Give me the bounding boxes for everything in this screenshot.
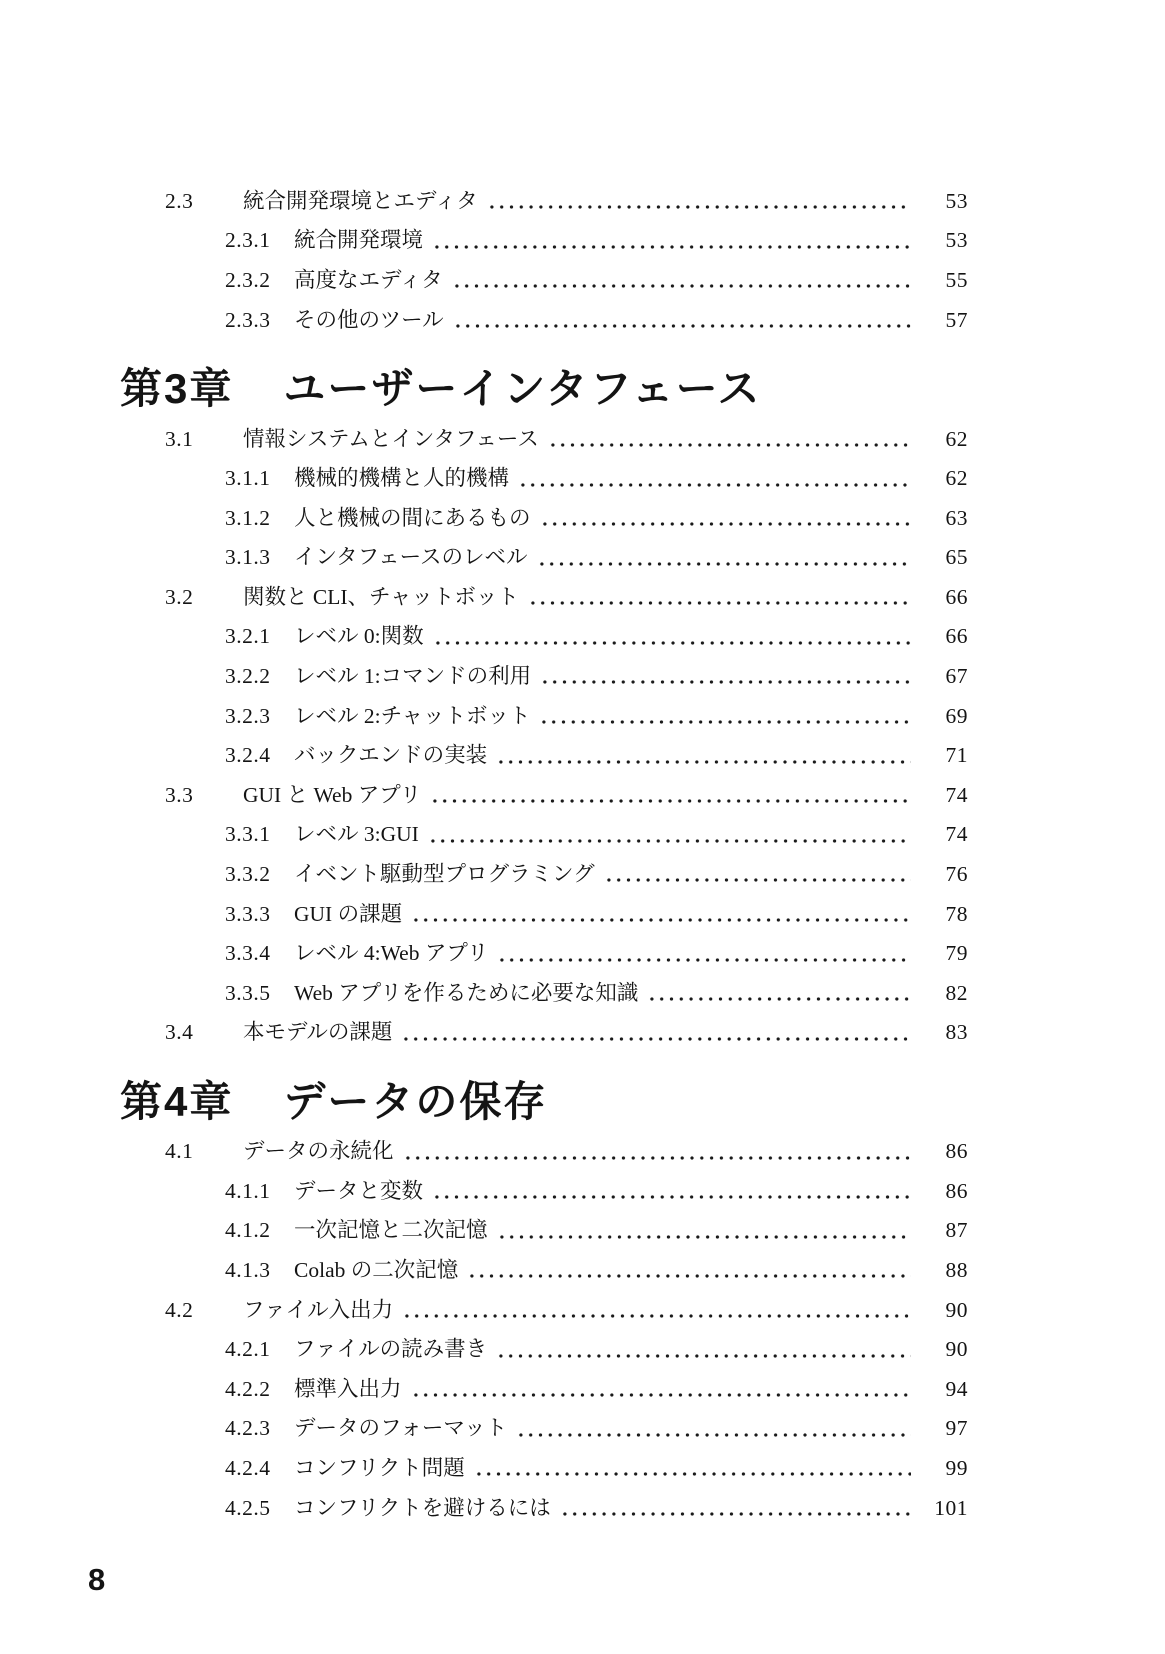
entry-number: 3.4 — [165, 1020, 194, 1045]
toc-entry — [0, 261, 968, 301]
entry-title: イベント駆動型プログラミング — [294, 862, 595, 887]
dot-leader — [421, 776, 918, 816]
entry-number: 3.2.1 — [225, 624, 271, 649]
entry-page-number: 88 — [945, 1258, 968, 1283]
toc-entry — [0, 1370, 968, 1410]
entry-title: レベル 3:GUI — [294, 822, 419, 847]
entry-page-number: 53 — [945, 188, 968, 213]
entry-number: 3.2.3 — [225, 703, 271, 728]
entry-page-number: 55 — [945, 268, 968, 293]
toc-entry — [0, 776, 968, 816]
entry-title: 統合開発環境 — [294, 228, 424, 253]
dot-leader — [402, 895, 918, 935]
entry-number: 4.1 — [165, 1139, 194, 1164]
entry-title: 高度なエディタ — [294, 268, 443, 293]
toc-entry — [0, 420, 968, 460]
dot-leader — [488, 1212, 918, 1252]
entry-page-number: 57 — [945, 307, 968, 332]
entry-title: 統合開発環境とエディタ — [243, 188, 478, 213]
entry-title: GUI の課題 — [294, 901, 403, 926]
chapter-number: 第4章 — [120, 1078, 234, 1126]
toc-entry — [0, 1449, 968, 1489]
dot-leader — [402, 1370, 918, 1410]
entry-page-number: 99 — [945, 1455, 968, 1480]
toc-entry — [0, 934, 968, 974]
dot-leader — [443, 261, 918, 301]
dot-leader — [487, 736, 918, 776]
toc-entry — [0, 1172, 968, 1212]
entry-page-number: 86 — [945, 1139, 968, 1164]
entry-number: 3.3.2 — [225, 862, 271, 887]
dot-leader — [394, 1132, 918, 1172]
entry-number: 3.3 — [165, 782, 194, 807]
chapter-title: データの保存 — [283, 1078, 548, 1126]
entry-number: 4.2.3 — [225, 1416, 271, 1441]
entry-title: データのフォーマット — [294, 1416, 508, 1441]
entry-title: ファイルの読み書き — [294, 1337, 488, 1362]
toc-entry — [0, 657, 968, 697]
entry-number: 3.3.4 — [225, 941, 271, 966]
entry-number: 4.2.4 — [225, 1455, 271, 1480]
dot-leader — [530, 697, 918, 737]
toc-entry — [0, 1291, 968, 1331]
entry-title: データと変数 — [294, 1178, 424, 1203]
entry-page-number: 62 — [945, 466, 968, 491]
toc-entry — [0, 1251, 968, 1291]
entry-page-number: 74 — [945, 782, 968, 807]
entry-page-number: 83 — [945, 1020, 968, 1045]
entry-page-number: 101 — [934, 1495, 968, 1520]
entry-page-number: 76 — [945, 862, 968, 887]
dot-leader — [392, 1014, 918, 1054]
entry-page-number: 69 — [945, 703, 968, 728]
entry-number: 2.3.1 — [225, 228, 271, 253]
entry-number: 4.2.1 — [225, 1337, 271, 1362]
entry-title: 機械的機構と人的機構 — [294, 466, 510, 491]
chapter-title: ユーザーインタフェース — [283, 365, 762, 413]
toc-entry — [0, 499, 968, 539]
entry-page-number: 79 — [945, 941, 968, 966]
toc-entry — [0, 736, 968, 776]
dot-leader — [551, 1489, 918, 1529]
entry-title: Web アプリを作るために必要な知識 — [294, 980, 639, 1005]
entry-number: 4.1.1 — [225, 1178, 271, 1203]
entry-number: 4.2.2 — [225, 1376, 271, 1401]
entry-title: インタフェースのレベル — [294, 545, 528, 570]
toc-entry — [0, 538, 968, 578]
entry-number: 3.3.3 — [225, 901, 271, 926]
entry-title: レベル 2:チャットボット — [294, 703, 531, 728]
entry-title: その他のツール — [294, 307, 444, 332]
dot-leader — [393, 1291, 918, 1331]
entry-number: 3.1.2 — [225, 505, 271, 530]
entry-page-number: 86 — [945, 1178, 968, 1203]
dot-leader — [539, 420, 918, 460]
toc-entry — [0, 1330, 968, 1370]
chapter-heading — [0, 363, 968, 414]
chapter-heading — [0, 1076, 968, 1127]
entry-title: レベル 4:Web アプリ — [294, 941, 489, 966]
toc-entry — [0, 618, 968, 658]
dot-leader — [444, 301, 918, 341]
toc-entry — [0, 182, 968, 222]
entry-number: 3.3.1 — [225, 822, 271, 847]
entry-title: 関数と CLI、チャットボット — [243, 584, 519, 609]
dot-leader — [419, 816, 918, 856]
entry-page-number: 62 — [945, 426, 968, 451]
entry-title: ファイル入出力 — [243, 1297, 394, 1322]
entry-number: 3.2.4 — [225, 743, 271, 768]
dot-leader — [638, 974, 918, 1014]
entry-title: Colab の二次記憶 — [294, 1258, 459, 1283]
dot-leader — [424, 618, 918, 658]
dot-leader — [487, 1330, 918, 1370]
toc-entry — [0, 1410, 968, 1450]
dot-leader — [531, 499, 918, 539]
dot-leader — [519, 578, 918, 618]
entry-page-number: 78 — [945, 901, 968, 926]
entry-number: 3.2.2 — [225, 664, 271, 689]
dot-leader — [458, 1251, 918, 1291]
entry-page-number: 87 — [945, 1218, 968, 1243]
dot-leader — [507, 1410, 918, 1450]
entry-title: データの永続化 — [243, 1139, 394, 1164]
toc-entry — [0, 301, 968, 341]
entry-number: 4.2 — [165, 1297, 194, 1322]
entry-number: 3.1 — [165, 426, 194, 451]
entry-number: 2.3 — [165, 188, 194, 213]
entry-page-number: 74 — [945, 822, 968, 847]
entry-page-number: 53 — [945, 228, 968, 253]
entry-title: 本モデルの課題 — [243, 1020, 393, 1045]
entry-page-number: 71 — [945, 743, 968, 768]
dot-leader — [509, 459, 918, 499]
entry-number: 2.3.2 — [225, 268, 271, 293]
entry-page-number: 90 — [945, 1337, 968, 1362]
entry-page-number: 90 — [945, 1297, 968, 1322]
toc-entry — [0, 1132, 968, 1172]
entry-page-number: 94 — [945, 1376, 968, 1401]
entry-title: コンフリクト問題 — [294, 1455, 465, 1480]
entry-page-number: 65 — [945, 545, 968, 570]
entry-page-number: 66 — [945, 584, 968, 609]
toc-entry — [0, 1489, 968, 1529]
entry-title: 標準入出力 — [294, 1376, 402, 1401]
toc-entry — [0, 895, 968, 935]
entry-number: 4.1.2 — [225, 1218, 271, 1243]
entry-page-number: 66 — [945, 624, 968, 649]
toc-entry — [0, 697, 968, 737]
toc-entry — [0, 855, 968, 895]
toc-entry — [0, 816, 968, 856]
entry-page-number: 63 — [945, 505, 968, 530]
entry-number: 3.3.5 — [225, 980, 271, 1005]
dot-leader — [531, 657, 918, 697]
entry-title: レベル 1:コマンドの利用 — [294, 664, 532, 689]
entry-title: バックエンドの実装 — [294, 743, 488, 768]
entry-number: 4.1.3 — [225, 1258, 271, 1283]
entry-title: コンフリクトを避けるには — [294, 1495, 551, 1520]
dot-leader — [478, 182, 918, 222]
entry-title: 人と機械の間にあるもの — [294, 505, 531, 530]
entry-title: レベル 0:関数 — [294, 624, 424, 649]
entry-number: 3.2 — [165, 584, 194, 609]
toc-entry — [0, 459, 968, 499]
dot-leader — [465, 1449, 918, 1489]
toc-entry — [0, 222, 968, 262]
toc-entry — [0, 1212, 968, 1252]
entry-number: 3.1.3 — [225, 545, 271, 570]
entry-title: 情報システムとインタフェース — [243, 426, 539, 451]
entry-title: 一次記憶と二次記憶 — [294, 1218, 488, 1243]
entry-number: 3.1.1 — [225, 466, 271, 491]
entry-number: 4.2.5 — [225, 1495, 271, 1520]
toc-entry — [0, 578, 968, 618]
toc-entry — [0, 974, 968, 1014]
entry-page-number: 97 — [945, 1416, 968, 1441]
dot-leader — [595, 855, 918, 895]
entry-number: 2.3.3 — [225, 307, 271, 332]
dot-leader — [423, 222, 918, 262]
toc-entry — [0, 1014, 968, 1054]
entry-title: GUI と Web アプリ — [243, 782, 422, 807]
chapter-number: 第3章 — [120, 365, 234, 413]
entry-page-number: 82 — [945, 980, 968, 1005]
entry-page-number: 67 — [945, 664, 968, 689]
dot-leader — [488, 934, 918, 974]
page-number: 8 — [88, 1562, 106, 1597]
dot-leader — [423, 1172, 918, 1212]
dot-leader — [528, 538, 919, 578]
